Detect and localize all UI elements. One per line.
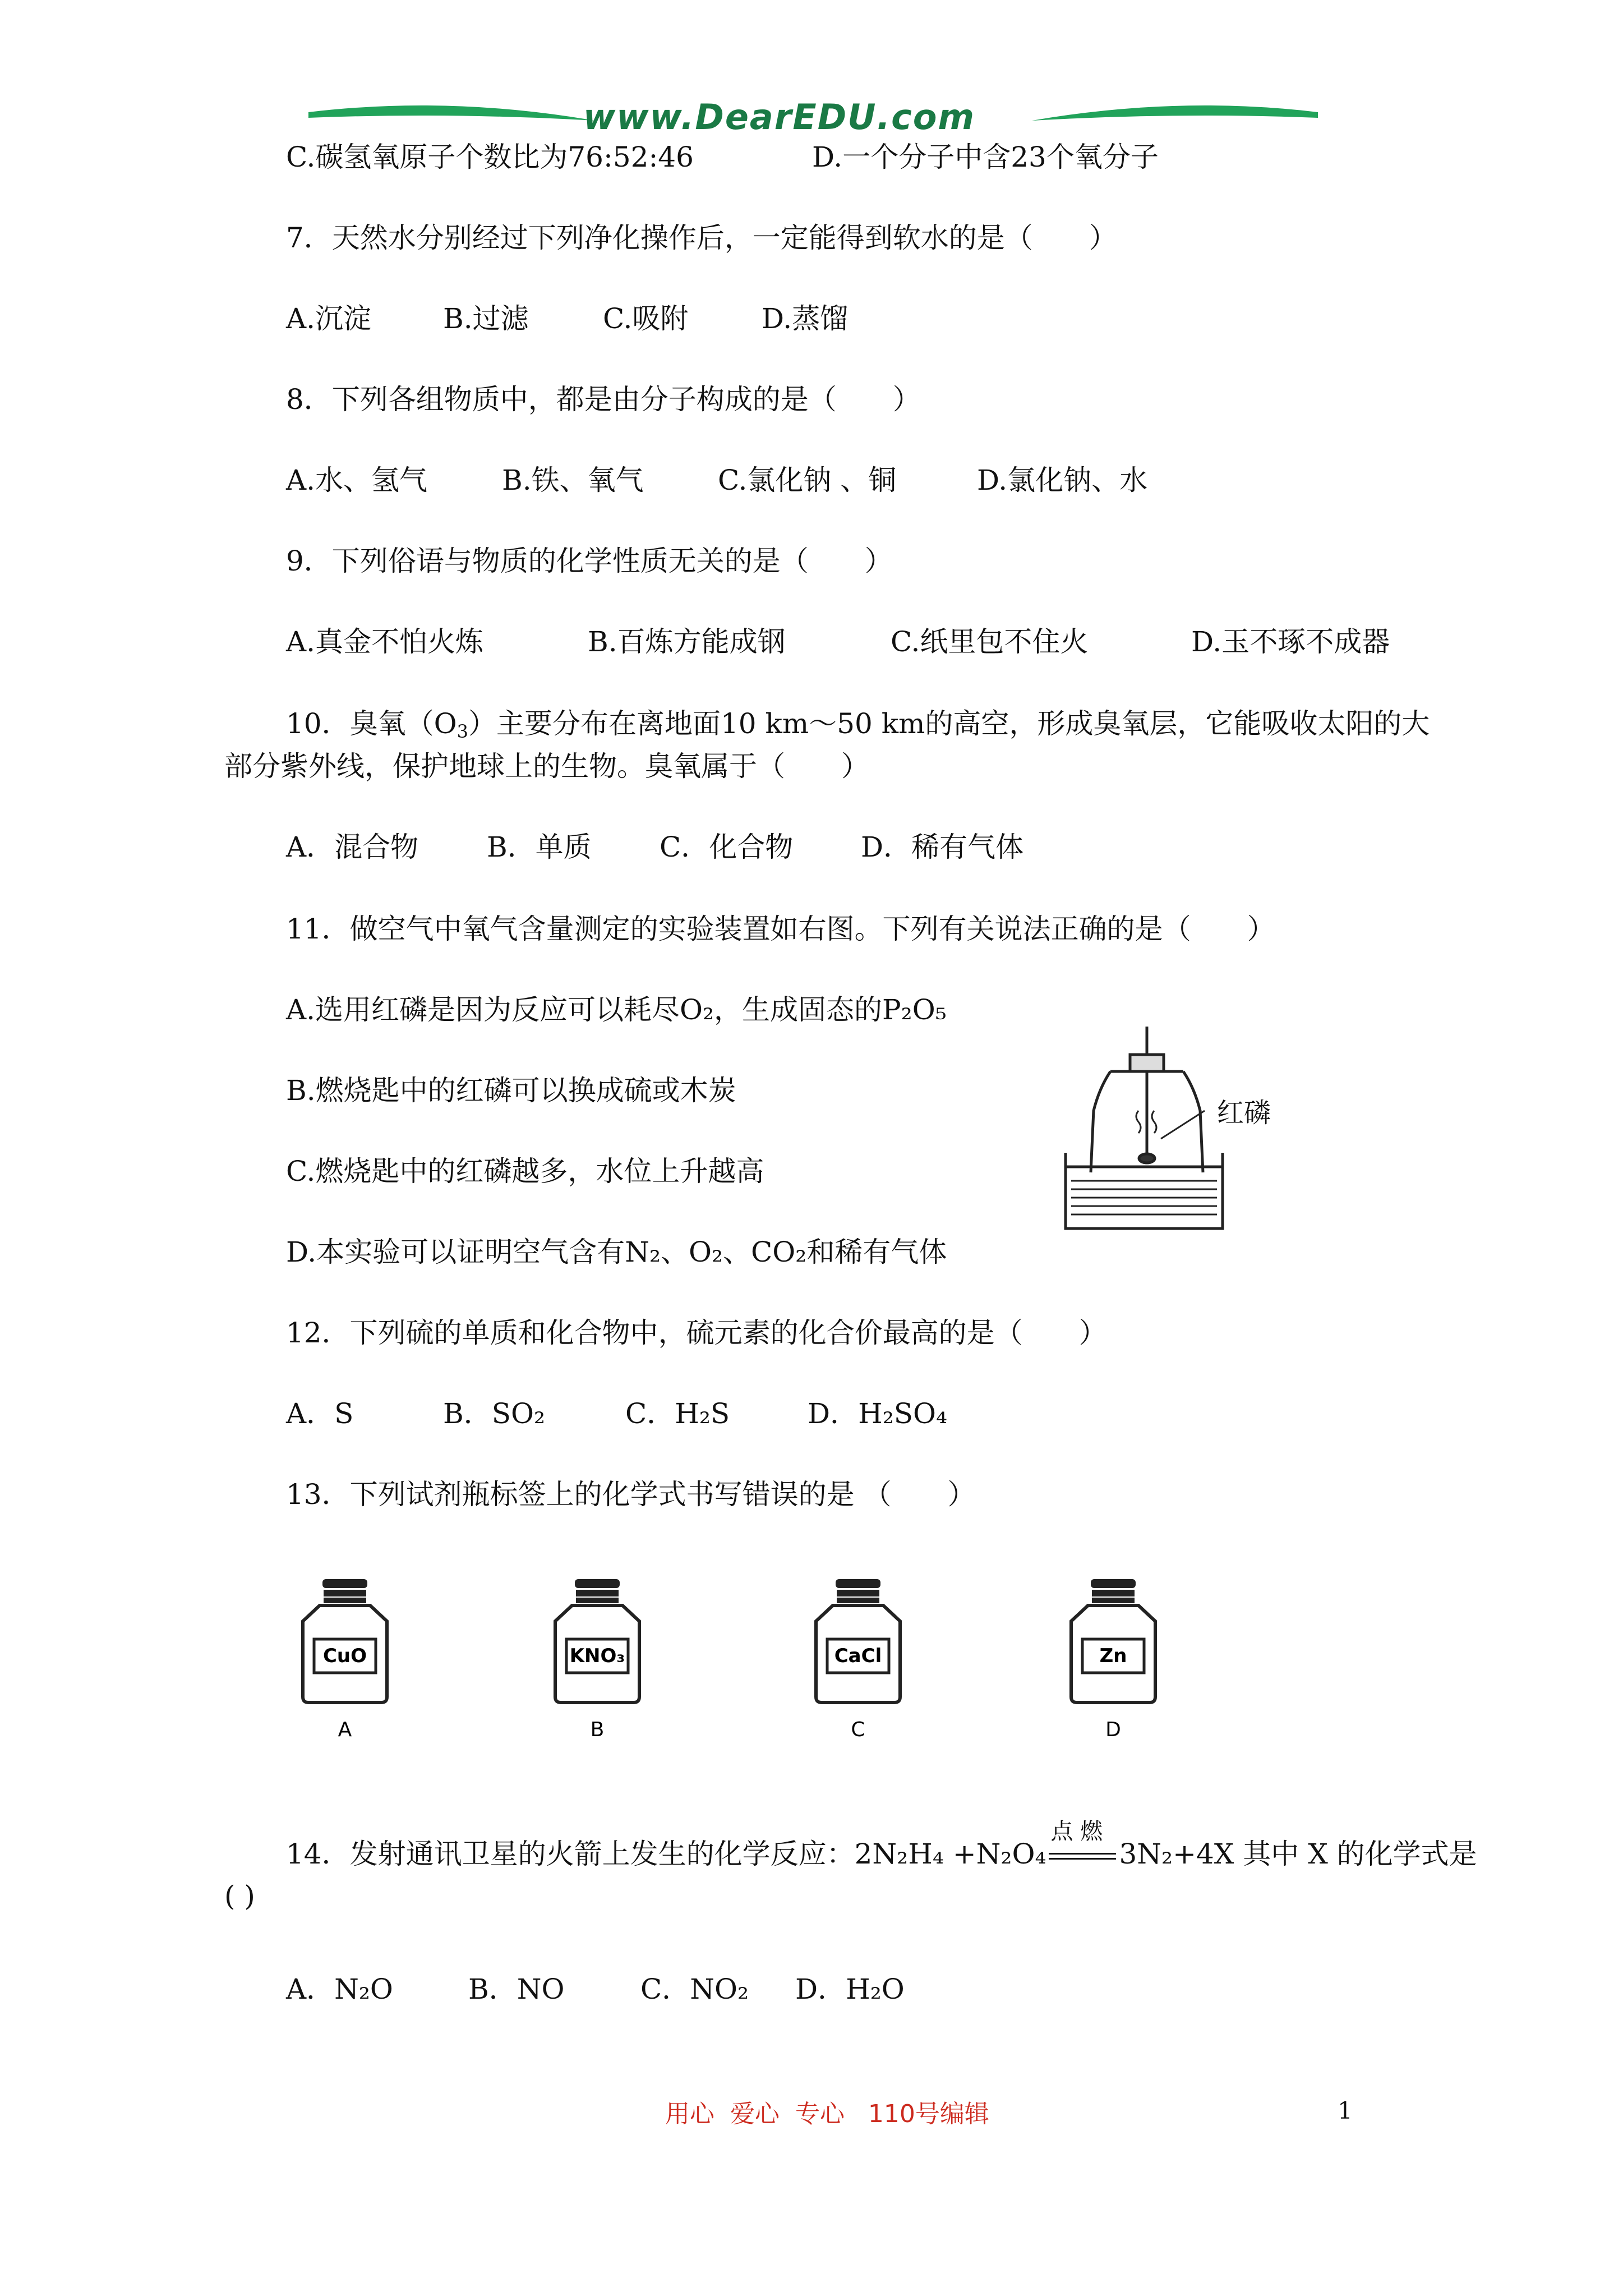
q9-option-d: D.玉不琢不成器	[1191, 625, 1390, 658]
bottle-label-d: Zn	[1099, 1645, 1127, 1667]
q7-option-a: A.沉淀	[286, 302, 372, 335]
bottle-letter-c: C	[851, 1718, 865, 1741]
page-number: 1	[1338, 2097, 1353, 2124]
q12-option-b: B．SO₂	[443, 1397, 546, 1430]
q11-option-b: B.燃烧匙中的红磷可以换成硫或木炭	[286, 1074, 736, 1107]
q11-option-c: C.燃烧匙中的红磷越多，水位上升越高	[286, 1155, 764, 1188]
q10-option-a: A．混合物	[286, 831, 419, 863]
q11-option-d: D.本实验可以证明空气含有N₂、O₂、CO₂和稀有气体	[286, 1236, 947, 1268]
q10-option-c: C．化合物	[660, 831, 794, 863]
q11-stem: 11．做空气中氧气含量测定的实验装置如右图。下列有关说法正确的是（ ）	[286, 913, 1275, 945]
q8-option-a: A.水、氢气	[286, 464, 428, 496]
q7-option-d: D.蒸馏	[762, 302, 849, 335]
q11-option-a: A.选用红磷是因为反应可以耗尽O₂，生成固态的P₂O₅	[286, 993, 947, 1026]
ignition-label: 点 燃	[1050, 1819, 1103, 1844]
footer-text: 用心 爱心 专心 110号编辑	[665, 2100, 989, 2128]
q9-option-c: C.纸里包不住火	[891, 625, 1089, 658]
reagent-bottle-a	[294, 1576, 395, 1745]
q12-option-a: A．S	[286, 1397, 354, 1430]
q9-option-a: A.真金不怕火炼	[286, 625, 484, 658]
q14-option-c: C．NO₂	[640, 1973, 749, 2005]
bottle-letter-b: B	[590, 1718, 605, 1741]
q12-stem: 12．下列硫的单质和化合物中，硫元素的化合价最高的是（ ）	[286, 1317, 1107, 1349]
q7-option-b: B.过滤	[443, 302, 529, 335]
q14-stem-line1: 14．发射通讯卫星的火箭上发生的化学反应：2N₂H₄ +N₂O₄ 点 燃 3N₂+4X 其中 X 的化学式是	[286, 1837, 1477, 1871]
q10-stem-line2: 部分紫外线，保护地球上的生物。臭氧属于（ ）	[224, 750, 869, 783]
q10-option-d: D．稀有气体	[861, 831, 1024, 863]
bottle-letter-d: D	[1105, 1718, 1121, 1741]
q8-option-b: B.铁、氧气	[502, 464, 644, 496]
q10-stem-line1: 10．臭氧$(O_3)$主要分布在离地面10 km～50 km的高空，形成臭氧层，它能吸收太阳的大	[286, 707, 1430, 742]
oxygen-experiment-apparatus	[1054, 1021, 1290, 1245]
q14-stem-line2: ( )	[224, 1880, 255, 1912]
q7-option-c: C.吸附	[603, 302, 689, 335]
q9-stem: 9．下列俗语与物质的化学性质无关的是（ ）	[286, 545, 893, 577]
reaction-condition	[1046, 1819, 1119, 1871]
q6-option-c: C.碳氢氧原子个数比为76:52:46	[286, 141, 694, 173]
bottle-label-c: CaCl	[834, 1645, 882, 1667]
reagent-bottle-c	[808, 1576, 909, 1745]
equals-sign	[1049, 1853, 1116, 1860]
bottle-label-a: CuO	[322, 1645, 367, 1667]
reagent-bottle-b	[547, 1576, 648, 1745]
q8-option-c: C.氯化钠 、铜	[718, 464, 897, 496]
q8-option-d: D.氯化钠、水	[977, 464, 1148, 496]
q14-option-b: B．NO	[468, 1973, 565, 2005]
q12-option-d: D．H₂SO₄	[808, 1397, 948, 1430]
reagent-bottle-d	[1063, 1576, 1164, 1745]
q6-option-d: D.一个分子中含23个氧分子	[812, 141, 1159, 173]
q14-option-d: D．H₂O	[795, 1973, 905, 2005]
q14-option-a: A．N₂O	[286, 1973, 393, 2005]
q8-stem: 8．下列各组物质中，都是由分子构成的是（ ）	[286, 383, 921, 416]
q9-option-b: B.百炼方能成钢	[588, 625, 786, 658]
site-name: www.DearEDU.com	[583, 96, 976, 137]
q10-option-b: B．单质	[487, 831, 592, 863]
bottle-label-b: KNO₃	[569, 1645, 625, 1667]
bottle-letter-a: A	[338, 1718, 352, 1741]
q12-option-c: C．H₂S	[625, 1397, 730, 1430]
q13-stem: 13．下列试剂瓶标签上的化学式书写错误的是 （ ）	[286, 1478, 976, 1511]
red-phosphorus-label: 红磷	[1217, 1097, 1271, 1129]
q7-stem: 7．天然水分别经过下列净化操作后，一定能得到软水的是（ ）	[286, 222, 1117, 254]
